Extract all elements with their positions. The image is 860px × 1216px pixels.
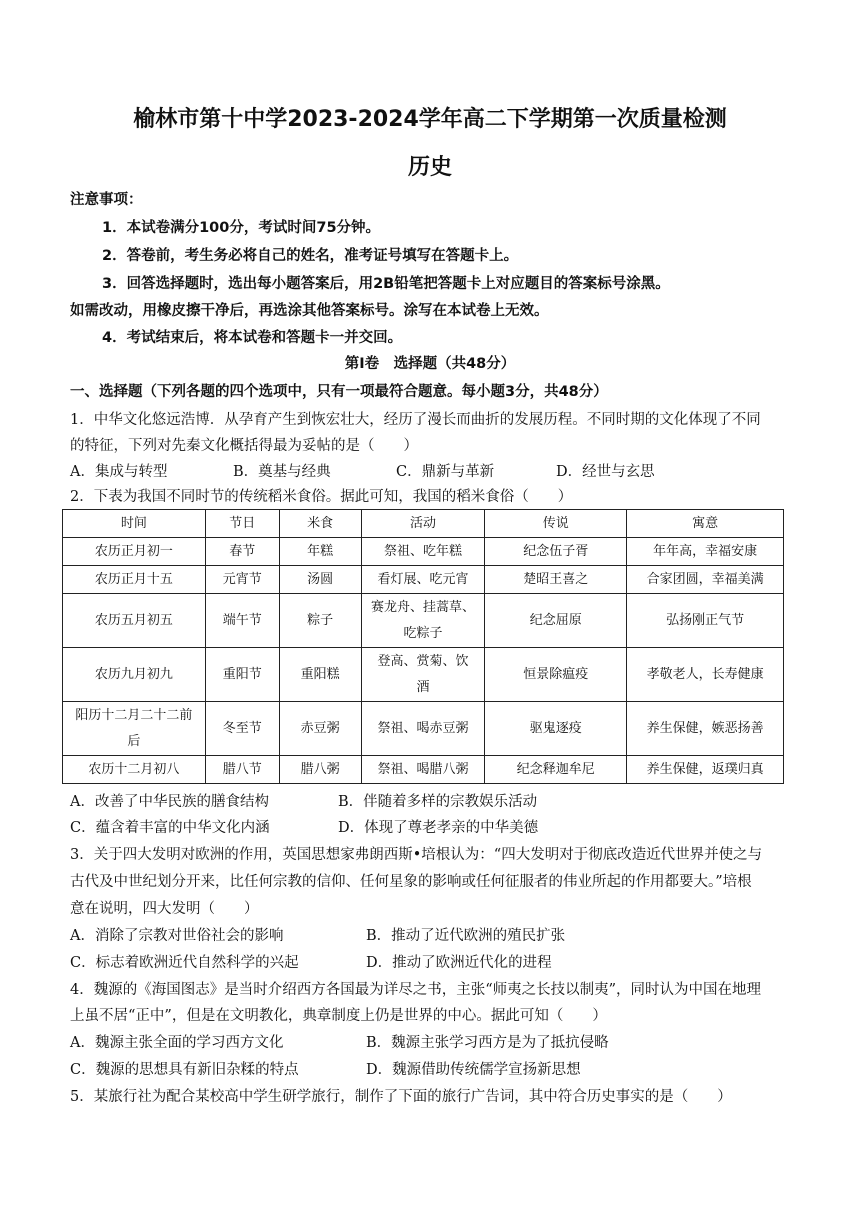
- q1-stem-line-1: 1．中华文化悠远浩博．从孕育产生到恢宏壮大，经历了漫长而曲折的发展历程。不同时期的文化体现了不同: [70, 412, 761, 428]
- table-cell: 纪念屈原: [485, 594, 627, 648]
- table-cell: 赤豆粥: [279, 702, 361, 756]
- notice-heading: 注意事项：: [70, 192, 143, 208]
- table-row: [63, 566, 784, 594]
- table-cell: 端午节: [205, 594, 279, 648]
- q3-option-c: C．标志着欧洲近代自然科学的兴起: [70, 955, 299, 971]
- table-cell: 纪念伍子胥: [485, 538, 627, 566]
- table-cell: 纪念释迦牟尼: [485, 756, 627, 784]
- q4-option-a: A．魏源主张全面的学习西方文化: [70, 1035, 284, 1051]
- table-cell: 养生保健，嫉恶扬善: [627, 702, 784, 756]
- table-row: [63, 648, 784, 702]
- q3-stem-line-2: 古代及中世纪划分开来，比任何宗教的信仰、任何星象的影响或任何征服者的伟业所起的作用都要大。”培根: [70, 874, 752, 890]
- table-header: 节日: [205, 510, 279, 538]
- table-row: [63, 538, 784, 566]
- table-cell: 农历正月初一: [63, 538, 206, 566]
- q3-stem-line-3: 意在说明，四大发明（ ）: [70, 901, 259, 917]
- q4-option-b: B．魏源主张学习西方是为了抵抗侵略: [366, 1035, 609, 1051]
- notice-item-4: 4．考试结束后，将本试卷和答题卡一并交回。: [102, 330, 403, 346]
- table-cell: 驱鬼逐疫: [485, 702, 627, 756]
- table-cell: 汤圆: [279, 566, 361, 594]
- table-cell: 农历五月初五: [63, 594, 206, 648]
- table-header-row: [63, 510, 784, 538]
- q4-option-d: D．魏源借助传统儒学宣扬新思想: [366, 1062, 581, 1078]
- q5-stem: 5．某旅行社为配合某校高中学生研学旅行，制作了下面的旅行广告词，其中符合历史事实的是（ ）: [70, 1089, 732, 1105]
- table-cell: 祭祖、喝赤豆粥: [361, 702, 485, 756]
- table-cell: 看灯展、吃元宵: [361, 566, 485, 594]
- table-cell: 孝敬老人，长寿健康: [627, 648, 784, 702]
- q3-option-d: D．推动了欧洲近代化的进程: [366, 955, 552, 971]
- table-cell: 重阳糕: [279, 648, 361, 702]
- q1-stem-line-2: 的特征，下列对先秦文化概括得最为妥帖的是（ ）: [70, 438, 418, 454]
- q1-option-c: C．鼎新与革新: [396, 464, 495, 480]
- table-header: 米食: [279, 510, 361, 538]
- q3-stem-line-1: 3．关于四大发明对欧洲的作用，英国思想家弗朗西斯•培根认为：“四大发明对于彻底改造近代世界并使之与: [70, 847, 763, 863]
- table-cell: 弘扬刚正气节: [627, 594, 784, 648]
- rice-customs-table: [62, 509, 784, 784]
- notice-item-2: 2．答卷前，考生务必将自己的姓名，准考证号填写在答题卡上。: [102, 248, 519, 264]
- table-cell: 阳历十二月二十二前后: [63, 702, 206, 756]
- q1-option-d: D．经世与玄思: [556, 464, 655, 480]
- exam-title: 榆林市第十中学2023-2024学年高二下学期第一次质量检测: [133, 107, 727, 132]
- table-cell: 春节: [205, 538, 279, 566]
- table-cell: 合家团圆，幸福美满: [627, 566, 784, 594]
- q2-option-c: C．蕴含着丰富的中华文化内涵: [70, 820, 270, 836]
- q1-option-b: B．奠基与经典: [233, 464, 331, 480]
- q2-option-b: B．伴随着多样的宗教娱乐活动: [338, 794, 538, 810]
- q1-option-a: A．集成与转型: [70, 464, 168, 480]
- table-row: [63, 594, 784, 648]
- table-cell: 祭祖、吃年糕: [361, 538, 485, 566]
- table-cell: 年年高，幸福安康: [627, 538, 784, 566]
- table-header: 传说: [485, 510, 627, 538]
- table-cell: 楚昭王喜之: [485, 566, 627, 594]
- table-cell: 冬至节: [205, 702, 279, 756]
- notice-item-3: 3．回答选择题时，选出每小题答案后，用2B铅笔把答题卡上对应题目的答案标号涂黑。: [102, 276, 670, 292]
- table-header: 时间: [63, 510, 206, 538]
- table-cell: 元宵节: [205, 566, 279, 594]
- table-header: 寓意: [627, 510, 784, 538]
- table-cell: 农历九月初九: [63, 648, 206, 702]
- table-row: [63, 756, 784, 784]
- q2-option-a: A．改善了中华民族的膳食结构: [70, 794, 269, 810]
- table-cell: 农历正月十五: [63, 566, 206, 594]
- table-cell: 登高、赏菊、饮酒: [361, 648, 485, 702]
- table-cell: 赛龙舟、挂蒿草、吃粽子: [361, 594, 485, 648]
- q2-stem: 2．下表为我国不同时节的传统稻米食俗。据此可知，我国的稻米食俗（ ）: [70, 489, 573, 505]
- table-header: 活动: [361, 510, 485, 538]
- q4-stem-line-1: 4．魏源的《海国图志》是当时介绍西方各国最为详尽之书，主张“师夷之长技以制夷”，同时认为中国在地理: [70, 982, 762, 998]
- table-cell: 祭祖、喝腊八粥: [361, 756, 485, 784]
- table-cell: 年糕: [279, 538, 361, 566]
- table-cell: 农历十二月初八: [63, 756, 206, 784]
- notice-item-3-cont: 如需改动，用橡皮擦干净后，再选涂其他答案标号。涂写在本试卷上无效。: [70, 303, 549, 319]
- subject-title: 历史: [407, 155, 452, 180]
- q4-option-c: C．魏源的思想具有新旧杂糅的特点: [70, 1062, 299, 1078]
- table-cell: 养生保健，返璞归真: [627, 756, 784, 784]
- q3-option-b: B．推动了近代欧洲的殖民扩张: [366, 928, 566, 944]
- section-title: 第Ⅰ卷 选择题（共48分）: [344, 356, 516, 372]
- table-cell: 腊八粥: [279, 756, 361, 784]
- q3-option-a: A．消除了宗教对世俗社会的影响: [70, 928, 284, 944]
- q2-option-d: D．体现了尊老孝亲的中华美德: [338, 820, 539, 836]
- table-row: [63, 702, 784, 756]
- table-cell: 恒景除瘟疫: [485, 648, 627, 702]
- table-cell: 粽子: [279, 594, 361, 648]
- notice-item-1: 1．本试卷满分100分，考试时间75分钟。: [102, 220, 381, 236]
- section-instruction: 一、选择题（下列各题的四个选项中，只有一项最符合题意。每小题3分，共48分）: [70, 384, 608, 400]
- table-cell: 腊八节: [205, 756, 279, 784]
- table-cell: 重阳节: [205, 648, 279, 702]
- q4-stem-line-2: 上虽不居“正中”，但是在文明教化，典章制度上仍是世界的中心。据此可知（ ）: [70, 1008, 607, 1024]
